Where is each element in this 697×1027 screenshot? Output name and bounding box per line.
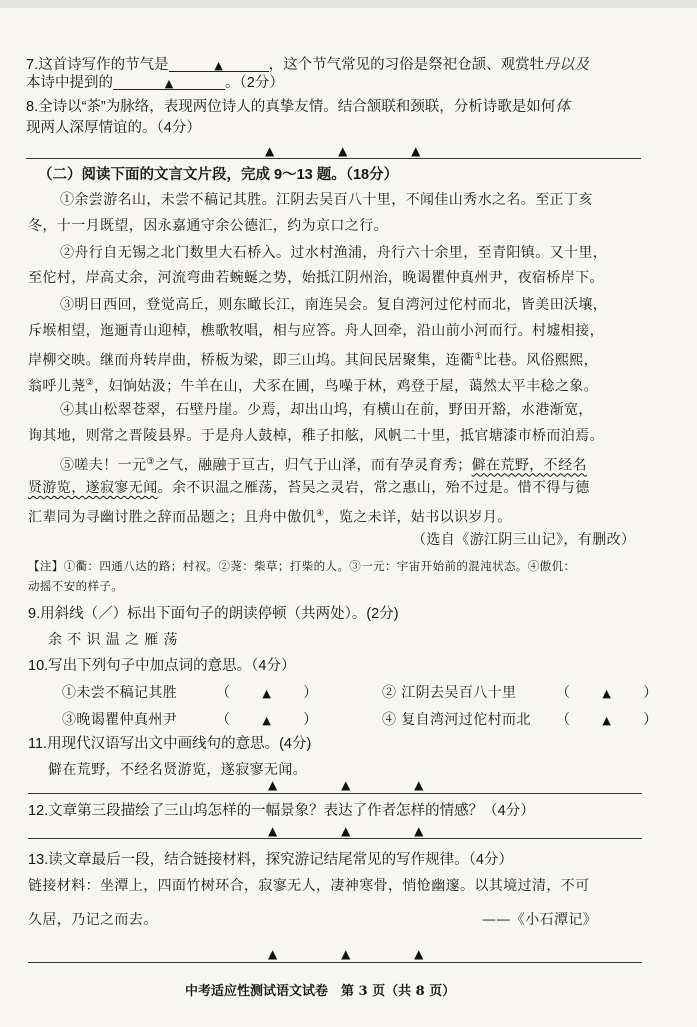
answer-mark-icon: ▲ <box>411 144 421 158</box>
passage-p4-line1: ④其山松翠苍翠，石壁丹崖。少焉，却出山坞，有横山在前，野田开豁，水港渐宽， <box>60 402 593 418</box>
passage-text: 翁呼儿荛 <box>28 378 86 395</box>
answer-mark-icon: ▲ <box>414 824 424 838</box>
q10-item-3: ③晚谒瞿仲真州尹 <box>62 712 178 728</box>
q8-line2: 现两人深厚情谊的。（4分） <box>26 120 201 136</box>
passage-p1-line1: ①余尝游名山，未尝不稿记其胜。江阴去吴百八十里，不闻佳山秀水之名。至正丁亥 <box>60 192 593 208</box>
answer-line <box>28 962 642 963</box>
notes-line2: 动摇不安的样子。 <box>28 579 124 593</box>
handwriting: 体 <box>555 97 571 115</box>
paren: ） <box>643 712 658 728</box>
q10-item-4: ④ 复自湾河过佗村而北 <box>382 712 531 728</box>
passage-text: 比巷。风俗熙熙， <box>482 352 599 369</box>
answer-mark-icon: ▲ <box>602 687 612 700</box>
q10-answer-4 <box>556 710 658 731</box>
paren: ） <box>303 685 318 701</box>
q7-text-a: 7.这首诗写作的节气是 <box>26 57 169 73</box>
paren: （ <box>216 712 231 728</box>
q9-title: 9.用斜线（／）标出下面句子的朗读停顿（共两处）。(2分) <box>28 606 399 622</box>
q7-line1 <box>26 54 589 75</box>
answer-mark-icon: ▲ <box>265 144 275 158</box>
q10-title: 10.写出下列句子中加点词的意思。（4分） <box>28 658 296 674</box>
q11-title: 11.用现代汉语写出文中画线句的意思。(4分) <box>28 736 312 752</box>
q7-blank-2 <box>113 73 225 90</box>
paren: （ <box>216 685 231 701</box>
answer-mark-icon: ▲ <box>262 687 272 700</box>
section-title: （二）阅读下面的文言文片段，完成 9～13 题。（18分） <box>38 167 399 183</box>
paren: ） <box>643 685 658 701</box>
passage-p2-line1: ②舟行自无锡之北门数里大石桥入。过水村渔浦，舟行六十余里，至青阳镇。又十里， <box>60 245 608 261</box>
answer-mark-icon: ▲ <box>602 714 612 727</box>
answer-mark-icon: ▲ <box>268 824 278 838</box>
footnote-ref: ② <box>85 378 95 388</box>
paren: ） <box>303 712 318 728</box>
footnote-ref: ④ <box>316 509 325 519</box>
q10-answer-1 <box>216 683 318 704</box>
passage-p2-line2: 至佗村，岸高丈余，河流弯曲若蜿蜒之势，始抵江阴州治，晚谒瞿仲真州尹，夜宿桥岸下。 <box>28 270 604 286</box>
answer-mark-icon: ▲ <box>262 714 272 727</box>
paren: （ <box>556 685 571 701</box>
answer-mark-icon: ▲ <box>214 59 223 72</box>
answer-marks-q12 <box>268 824 423 838</box>
paren: （ <box>556 712 571 728</box>
answer-line <box>26 158 641 159</box>
q7-text-b: ，这个节气常见的习俗是祭祀仓颉、观赏牡 <box>268 57 545 73</box>
passage-text: 岸柳交映。继而舟转岸曲，桥板为梁，即三山坞。其间民居聚集，连衢 <box>28 352 475 369</box>
answer-mark-icon: ▲ <box>341 947 351 961</box>
passage-p4-line2: 询其地，则常之晋陵县界。于是舟人鼓棹，稚子扣舷，风帆二十里，抵官塘漆市桥而泊焉。 <box>28 428 604 444</box>
q13-material-source: ——《小石潭记》 <box>482 912 598 928</box>
answer-mark-icon: ▲ <box>164 77 174 90</box>
passage-p1-line2: 冬，十一月既望，因永嘉通守余公德汇，约为京口之行。 <box>28 218 388 234</box>
top-band <box>0 0 697 8</box>
q11-sentence: 僻在荒野，不经名贤游览，遂寂寥无闻。 <box>48 762 308 778</box>
passage-source: （选自《游江阴三山记》，有删改） <box>412 532 636 548</box>
answer-mark-icon: ▲ <box>341 824 351 838</box>
answer-marks-q11 <box>268 778 423 792</box>
answer-mark-icon: ▲ <box>268 778 278 792</box>
page-footer: 中考适应性测试语文试卷 第 3 页（共 8 页） <box>185 984 456 999</box>
q10-answer-3 <box>216 710 318 731</box>
underlined-sentence: 贤游览，遂寂寥无闻 <box>28 480 158 496</box>
passage-p5-line1 <box>60 452 587 476</box>
answer-mark-icon: ▲ <box>414 947 424 961</box>
answer-mark-icon: ▲ <box>341 778 351 792</box>
passage-text: 汇辈同为寻幽讨胜之辞而品题之；且舟中傲仉 <box>28 509 316 526</box>
passage-p5-line2 <box>28 478 590 498</box>
q10-item-2: ② 江阴去吴百八十里 <box>382 685 517 701</box>
passage-p3-line4 <box>28 373 598 397</box>
q7-text-c: 本诗中提到的 <box>26 75 113 91</box>
answer-mark-icon: ▲ <box>268 947 278 961</box>
answer-mark-icon: ▲ <box>414 778 424 792</box>
q8-line1 <box>26 96 570 117</box>
passage-text: 之气，融融于亘古，归气于山泽，而有孕灵育秀； <box>154 457 472 474</box>
answer-marks-q13 <box>268 947 423 961</box>
q13-title: 13.读文章最后一段，结合链接材料，探究游记结尾常见的写作规律。（4分） <box>28 852 513 868</box>
footnote-ref: ① <box>474 352 483 362</box>
passage-p5-line3 <box>28 504 512 528</box>
passage-p3-line2: 斥堠相望，迤逦青山迎棹，樵歌牧唱，相与应答。舟人回牵，沿山前小河而行。村墟相接， <box>28 323 604 339</box>
passage-p3-line3 <box>28 347 598 371</box>
passage-text: ，妇饷姑汲；牛羊在山，犬豕在圃，鸟噪于林，鸡登于屋，蔼然太平丰稔之象。 <box>94 378 599 395</box>
answer-line <box>28 793 642 794</box>
notes-line1: 【注】①衢：四通八达的路；村衩。②荛：柴草；打柴的人。③一元：宇宙开始前的混沌状态。④傲仉： <box>28 559 576 573</box>
q10-item-1: ①未尝不稿记其胜 <box>62 685 178 701</box>
handwriting: 丹以及 <box>544 55 590 73</box>
q8-text: 8.全诗以“茶”为脉络，表现两位诗人的真挚友情。结合颔联和颈联，分析诗歌是如何 <box>26 99 556 115</box>
q12-title: 12.文章第三段描绘了三山坞怎样的一幅景象？表达了作者怎样的情感？（4分） <box>28 803 535 819</box>
footnote-ref: ③ <box>146 457 155 467</box>
passage-text: 。余不识温之雁荡，苔吴之灵岩，常之惠山，殆不过是。惜不得与德 <box>157 480 590 496</box>
q7-text-d: 。（2分） <box>225 75 284 91</box>
q9-sentence: 余 不 识 温 之 雁 荡 <box>48 632 178 648</box>
passage-p3-line1: ③明日西回，登觉高丘，则东瞰长江，南连吴会。复自湾河过佗村而北，皆美田沃壤， <box>60 297 608 313</box>
q13-material-line2: 久居，乃记之而去。 <box>28 912 158 928</box>
q7-line2 <box>26 73 284 93</box>
answer-line <box>28 838 642 839</box>
passage-text: ⑤嗟夫！一元 <box>60 457 147 474</box>
q13-material-line1: 链接材料：坐潭上，四面竹树环合，寂寥无人，凄神寒骨，悄怆幽邃。以其境过清，不可 <box>28 878 590 894</box>
q7-blank-1 <box>169 55 269 72</box>
answer-marks-q8 <box>265 144 420 158</box>
answer-mark-icon: ▲ <box>338 144 348 158</box>
underlined-sentence: 僻在荒野，不经名 <box>471 457 587 474</box>
passage-text: ，览之未详，姑书以识岁月。 <box>324 509 512 526</box>
q10-answer-2 <box>556 683 658 704</box>
